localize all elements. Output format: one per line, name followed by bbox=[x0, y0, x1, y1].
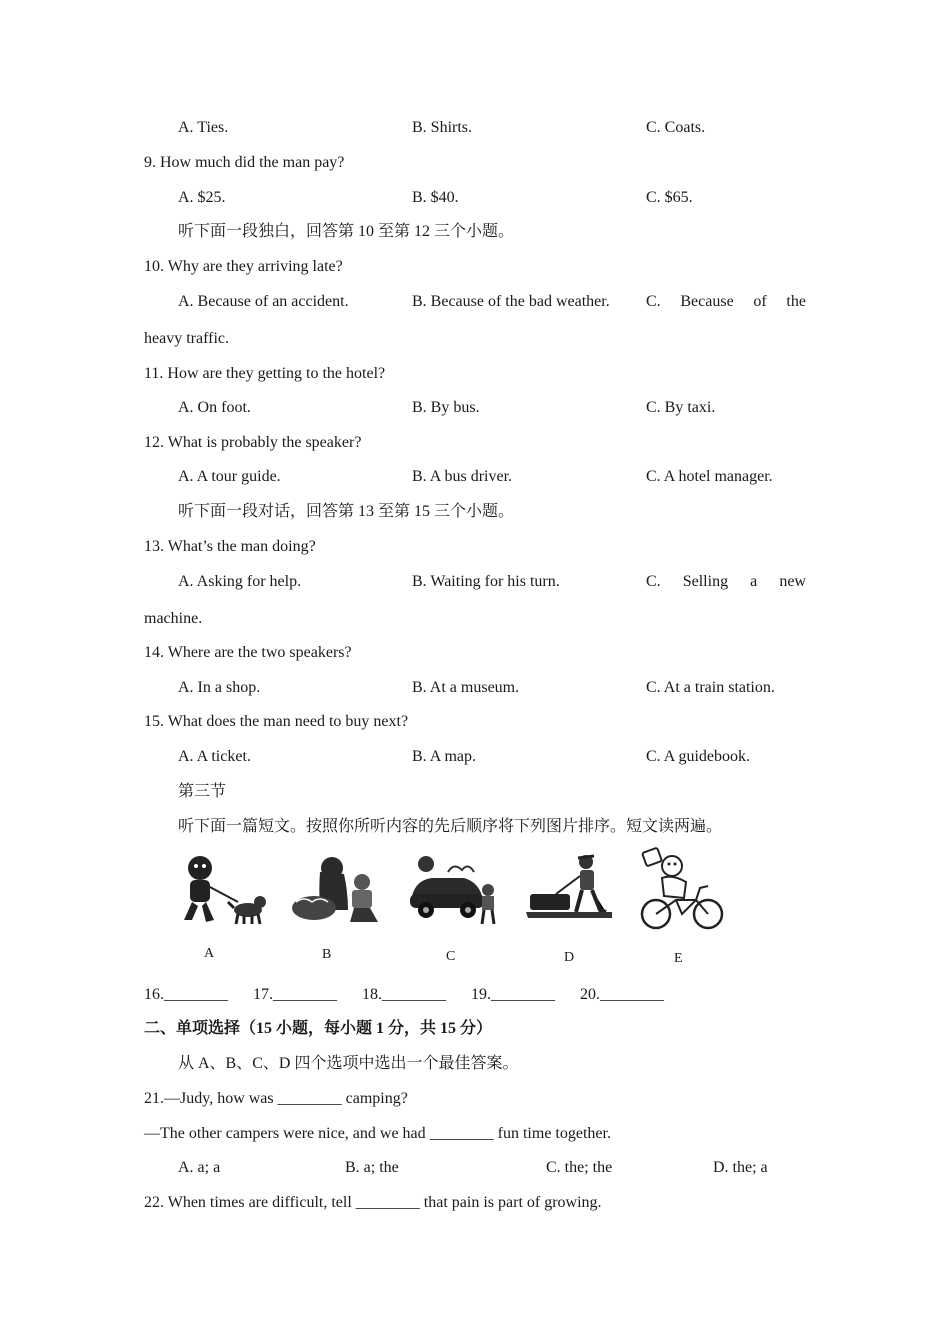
q12-option-c: C. A hotel manager. bbox=[646, 468, 773, 485]
q8-option-a: A. Ties. bbox=[178, 119, 229, 136]
q11-stem: 11. How are they getting to the hotel? bbox=[144, 365, 386, 382]
part2-heading: 二、单项选择（15 小题，每小题 1 分，共 15 分） bbox=[144, 1020, 493, 1037]
q13-option-c-word: a bbox=[750, 573, 758, 590]
q15-option-a: A. A ticket. bbox=[178, 748, 251, 765]
picture-label-a: A bbox=[204, 946, 215, 961]
q13-stem: 13. What’s the man doing? bbox=[144, 538, 316, 555]
q13-option-c-word: C. bbox=[646, 573, 661, 590]
q10-stem: 10. Why are they arriving late? bbox=[144, 258, 343, 275]
answer-blank-17: 17.________ bbox=[253, 986, 337, 1003]
picture-label-b: B bbox=[322, 947, 332, 962]
q15-option-b: B. A map. bbox=[412, 748, 477, 765]
q13-option-a: A. Asking for help. bbox=[178, 573, 302, 590]
q13-option-c bbox=[646, 572, 806, 592]
q14-option-c: C. At a train station. bbox=[646, 679, 775, 696]
q13-option-c-word: new bbox=[779, 573, 806, 590]
q10-option-c-word: Because bbox=[680, 293, 734, 310]
q13-option-b: B. Waiting for his turn. bbox=[412, 573, 560, 590]
section3-title: 第三节 bbox=[178, 783, 227, 800]
q9-option-c: C. $65. bbox=[646, 189, 693, 206]
part2-instruction: 从 A、B、C、D 四个选项中选出一个最佳答案。 bbox=[178, 1055, 519, 1072]
answer-blank-19: 19.________ bbox=[471, 986, 555, 1003]
answer-blank-16: 16.________ bbox=[144, 986, 228, 1003]
q13-option-c-word: Selling bbox=[682, 573, 729, 590]
q22-stem: 22. When times are difficult, tell ________ that pain is part of growing. bbox=[144, 1194, 602, 1211]
q11-option-a: A. On foot. bbox=[178, 399, 251, 416]
q11-option-c: C. By taxi. bbox=[646, 399, 716, 416]
q14-stem: 14. Where are the two speakers? bbox=[144, 644, 352, 661]
q21-option-a: A. a; a bbox=[178, 1159, 221, 1176]
q8-option-c: C. Coats. bbox=[646, 119, 706, 136]
q21-option-d: D. the; a bbox=[713, 1159, 768, 1176]
answer-blank-20: 20.________ bbox=[580, 986, 664, 1003]
intro-13-15: 听下面一段对话，回答第 13 至第 15 三个小题。 bbox=[178, 503, 515, 520]
q9-option-b: B. $40. bbox=[412, 189, 459, 206]
q12-option-a: A. A tour guide. bbox=[178, 468, 281, 485]
q10-option-c-word: the bbox=[786, 293, 806, 310]
q12-stem: 12. What is probably the speaker? bbox=[144, 434, 362, 451]
q15-stem: 15. What does the man need to buy next? bbox=[144, 713, 409, 730]
picture-label-c: C bbox=[446, 949, 456, 964]
q10-option-c-continued: heavy traffic. bbox=[144, 330, 229, 347]
q14-option-a: A. In a shop. bbox=[178, 679, 261, 696]
q21-stem-line1: 21.—Judy, how was ________ camping? bbox=[144, 1090, 408, 1107]
q10-option-c bbox=[646, 292, 806, 312]
boy-walking-dog-icon bbox=[178, 852, 268, 926]
q9-option-a: A. $25. bbox=[178, 189, 226, 206]
q8-option-b: B. Shirts. bbox=[412, 119, 473, 136]
q14-option-b: B. At a museum. bbox=[412, 679, 520, 696]
q21-option-b: B. a; the bbox=[345, 1159, 399, 1176]
q13-option-c-continued: machine. bbox=[144, 610, 203, 627]
q10-option-a: A. Because of an accident. bbox=[178, 293, 349, 310]
q9-stem: 9. How much did the man pay? bbox=[144, 154, 345, 171]
q11-option-b: B. By bus. bbox=[412, 399, 480, 416]
q12-option-b: B. A bus driver. bbox=[412, 468, 513, 485]
picture-label-e: E bbox=[674, 951, 683, 966]
answer-blank-18: 18.________ bbox=[362, 986, 446, 1003]
boy-washing-car-icon bbox=[408, 852, 498, 932]
q10-option-c-word: of bbox=[753, 293, 767, 310]
picture-label-d: D bbox=[564, 950, 575, 965]
q15-option-c: C. A guidebook. bbox=[646, 748, 751, 765]
boy-riding-bicycle-icon bbox=[638, 846, 728, 932]
mother-and-child-icon bbox=[288, 852, 380, 926]
q21-stem-line2: —The other campers were nice, and we had ________ fun time together. bbox=[144, 1125, 611, 1142]
q10-option-b: B. Because of the bad weather. bbox=[412, 293, 610, 310]
intro-10-12: 听下面一段独白，回答第 10 至第 12 三个小题。 bbox=[178, 223, 515, 240]
q10-option-c-word: C. bbox=[646, 293, 661, 310]
section3-instruction: 听下面一篇短文。按照你所听内容的先后顺序将下列图片排序。短文读两遍。 bbox=[178, 818, 723, 835]
q21-option-c: C. the; the bbox=[546, 1159, 613, 1176]
man-mowing-lawn-icon bbox=[524, 852, 612, 928]
